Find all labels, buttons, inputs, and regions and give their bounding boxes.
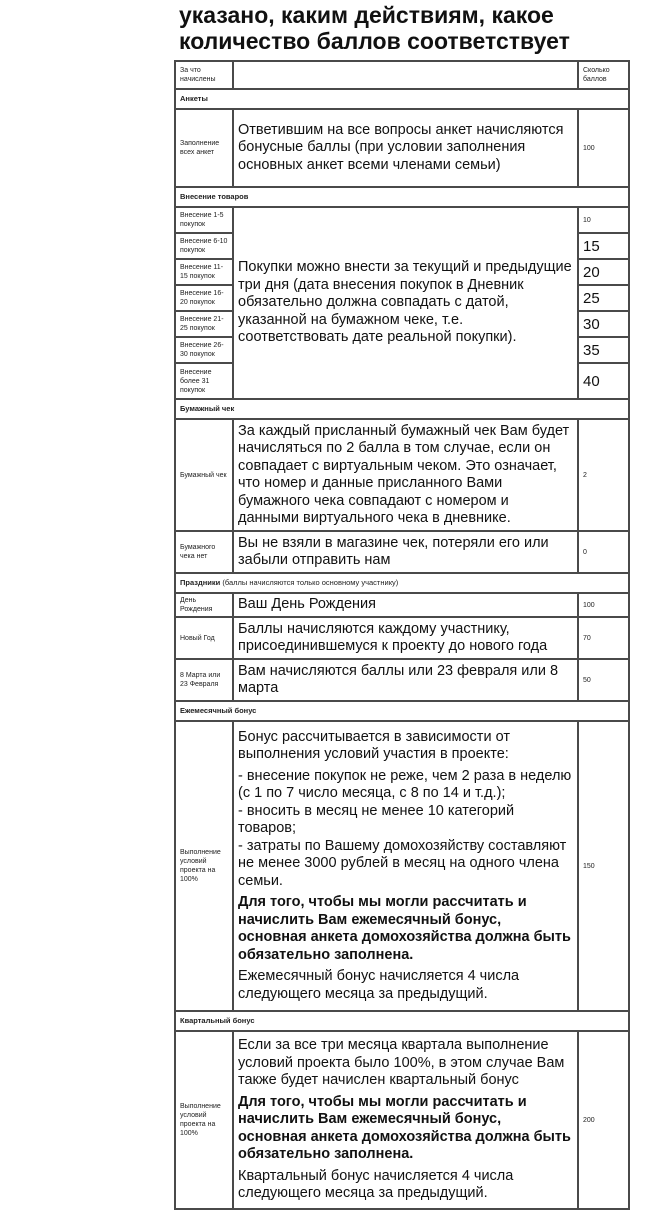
section-row-vnesenie <box>175 187 629 207</box>
row-points: 15 <box>578 233 629 259</box>
row-label: Бумажного чека нет <box>175 531 233 573</box>
section-title-vnesenie: Внесение товаров <box>175 187 629 207</box>
row-label: Внесение 6-10 покупок <box>175 233 233 259</box>
heading-line-2: количество баллов соответствует <box>179 28 570 54</box>
row-points: 70 <box>578 617 629 659</box>
row-points: 20 <box>578 259 629 285</box>
monthly-condition-2: - вносить в месяц не менее 10 категорий товаров; <box>238 802 515 837</box>
monthly-schedule: Ежемесячный бонус начисляется 4 числа следующего месяца за предыдущий. <box>238 968 520 1002</box>
monthly-condition-3: - затраты по Вашему домохозяйству составляют не менее 3000 рублей в месяц на одного члена семьи. <box>238 837 567 889</box>
row-label: Новый Год <box>175 617 233 659</box>
row-label: Выполнение условий проекта на 100% <box>175 721 233 1011</box>
row-label: Внесение 1-5 покупок <box>175 207 233 233</box>
table-row <box>175 109 629 187</box>
row-description: Вам начисляются баллы или 23 февраля или 8 марта <box>233 659 578 701</box>
table-row <box>175 419 629 531</box>
section-title-prazdniki-main: Праздники <box>180 578 221 587</box>
table-row <box>175 721 629 1011</box>
header-col-description <box>233 61 578 89</box>
row-description: Ответившим на все вопросы анкет начисляются бонусные баллы (при условии заполнения основных анкет всеми членами семьи) <box>233 109 578 187</box>
table-row <box>175 207 629 233</box>
row-label: Внесение 21-25 покупок <box>175 311 233 337</box>
row-label: День Рождения <box>175 593 233 617</box>
table-header-row <box>175 61 629 89</box>
points-table <box>174 60 630 1210</box>
heading-line-1: указано, каким действиям, какое <box>179 2 554 28</box>
section-title-prazdniki <box>175 573 629 593</box>
section-row-ankety <box>175 89 629 109</box>
row-label: Внесение 11-15 покупок <box>175 259 233 285</box>
table-row <box>175 617 629 659</box>
row-label: Внесение 16-20 покупок <box>175 285 233 311</box>
row-description: Баллы начисляются каждому участнику, присоединившемуся к проекту до нового года <box>233 617 578 659</box>
row-points: 25 <box>578 285 629 311</box>
row-label: Внесение более 31 покупок <box>175 363 233 399</box>
row-points: 50 <box>578 659 629 701</box>
quarterly-intro: Если за все три месяца квартала выполнение условий проекта было 100%, в этом случае Вам также будет начислен квартальный бонус <box>238 1037 565 1089</box>
table-row <box>175 531 629 573</box>
section-title-prazdniki-note: (баллы начисляются только основному участнику) <box>220 578 399 587</box>
section-row-quarterly <box>175 1011 629 1031</box>
table-row <box>175 1031 629 1209</box>
section-row-chek <box>175 399 629 419</box>
table-row <box>175 659 629 701</box>
row-points: 30 <box>578 311 629 337</box>
row-points: 0 <box>578 531 629 573</box>
section-row-prazdniki <box>175 573 629 593</box>
row-description: Ваш День Рождения <box>233 593 578 617</box>
section-title-chek: Бумажный чек <box>175 399 629 419</box>
row-points: 35 <box>578 337 629 363</box>
row-description <box>233 721 578 1011</box>
section-title-ankety: Анкеты <box>175 89 629 109</box>
row-label: Заполнение всех анкет <box>175 109 233 187</box>
row-points: 2 <box>578 419 629 531</box>
row-points: 100 <box>578 109 629 187</box>
page-heading <box>179 2 649 54</box>
row-label: Внесение 26-30 покупок <box>175 337 233 363</box>
table-row <box>175 593 629 617</box>
monthly-bold-note: Для того, чтобы мы могли рассчитать и начислить Вам ежемесячный бонус, основная анкета домохозяйства должна быть обязательно заполнена. <box>238 894 571 963</box>
row-label: 8 Марта или 23 Февраля <box>175 659 233 701</box>
quarterly-schedule: Квартальный бонус начисляется 4 числа следующего месяца за предыдущий. <box>238 1167 514 1202</box>
quarterly-bold-note: Для того, чтобы мы могли рассчитать и начислить Вам ежемесячный бонус, основная анкета домохозяйства должна быть обязательно заполнена. <box>238 1093 571 1163</box>
row-label: Выполнение условий проекта на 100% <box>175 1031 233 1209</box>
row-points: 100 <box>578 593 629 617</box>
row-label: Бумажный чек <box>175 419 233 531</box>
row-points: 40 <box>578 363 629 399</box>
row-description <box>233 1031 578 1209</box>
row-description: Вы не взяли в магазине чек, потеряли его или забыли отправить нам <box>233 531 578 573</box>
section-row-monthly <box>175 701 629 721</box>
monthly-intro: Бонус рассчитывается в зависимости от выполнения условий участия в проекте: <box>238 728 510 763</box>
section-title-monthly: Ежемесячный бонус <box>175 701 629 721</box>
row-points: 150 <box>578 721 629 1011</box>
monthly-condition-1: - внесение покупок не реже, чем 2 раза в неделю (с 1 по 7 число месяца, с 8 по 14 и т.д.); <box>238 767 572 802</box>
section-title-quarterly: Квартальный бонус <box>175 1011 629 1031</box>
row-points: 10 <box>578 207 629 233</box>
header-col-reason: За что начислены <box>175 61 233 89</box>
header-col-points: Сколько баллов <box>578 61 629 89</box>
row-description: За каждый присланный бумажный чек Вам будет начисляться по 2 балла в том случае, если он совпадает с виртуальным чеком. Это означает, что номер и данные присланного Вами бумажного чека совпадают с номером и данными виртуального чека в дневнике. <box>233 419 578 531</box>
row-description: Покупки можно внести за текущий и предыдущие три дня (дата внесения покупок в Дневник обязательно должна совпадать с датой, указанной на бумажном чеке, т.е. соответствовать дате реальной покупки). <box>233 207 578 399</box>
row-points: 200 <box>578 1031 629 1209</box>
